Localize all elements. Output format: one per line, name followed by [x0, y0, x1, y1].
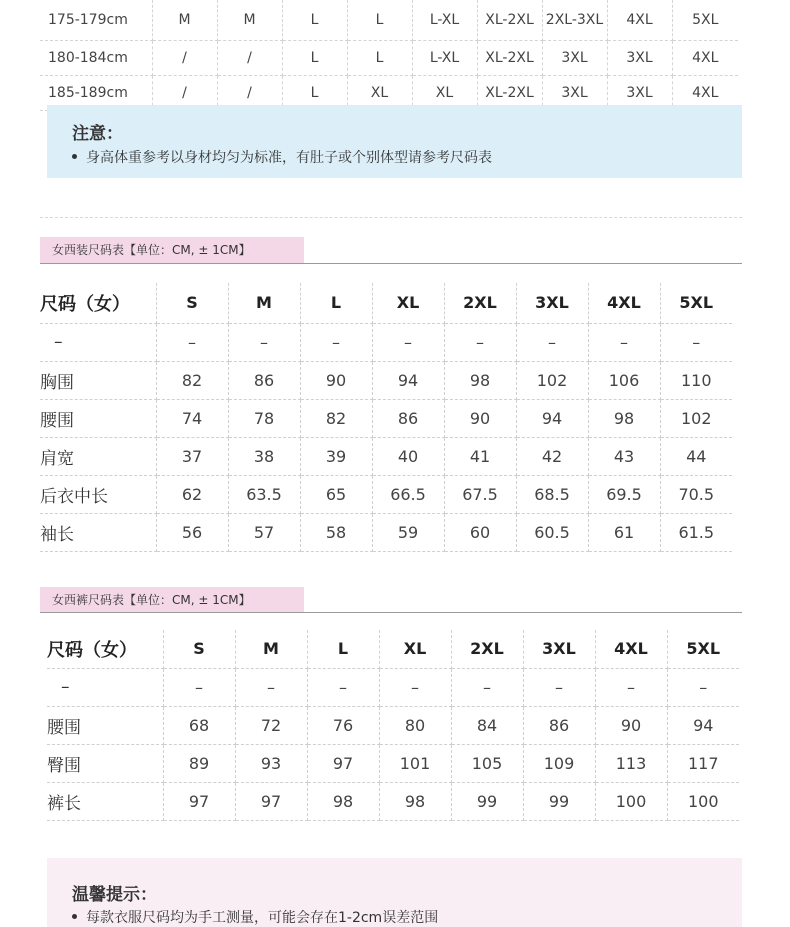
height-range: 185-189cm — [40, 76, 152, 111]
height-range: 175-179cm — [40, 0, 152, 41]
table-row — [40, 399, 732, 437]
row-label: 腰围 — [40, 399, 156, 437]
table-row — [47, 782, 739, 820]
table-row — [40, 513, 732, 551]
value-cell: 69.5 — [588, 475, 660, 513]
size-cell: L-XL — [412, 0, 477, 41]
value-cell: 117 — [667, 744, 739, 782]
value-cell: – — [516, 323, 588, 361]
value-cell: 67.5 — [444, 475, 516, 513]
size-header: 5XL — [667, 630, 739, 668]
value-cell: 38 — [228, 437, 300, 475]
table-row — [40, 0, 738, 41]
size-cell: 4XL — [672, 41, 738, 76]
size-header: 3XL — [516, 283, 588, 323]
table-row — [40, 361, 732, 399]
value-cell: 82 — [156, 361, 228, 399]
tip-text: 每款衣服尺码均为手工测量，可能会存在1-2cm误差范围 — [86, 910, 439, 926]
row-label: 袖长 — [40, 513, 156, 551]
size-cell: 4XL — [672, 76, 738, 111]
tip-title: 温馨提示： — [72, 885, 157, 905]
value-cell: 63.5 — [228, 475, 300, 513]
size-header: 4XL — [595, 630, 667, 668]
notice-box — [47, 105, 742, 178]
size-header: M — [228, 283, 300, 323]
value-cell: 61.5 — [660, 513, 732, 551]
value-cell: 60.5 — [516, 513, 588, 551]
value-cell: 99 — [523, 782, 595, 820]
value-cell: 99 — [451, 782, 523, 820]
value-cell: 89 — [163, 744, 235, 782]
value-cell: 94 — [516, 399, 588, 437]
table-row — [40, 437, 732, 475]
value-cell: 60 — [444, 513, 516, 551]
value-cell: 39 — [300, 437, 372, 475]
size-cell: 3XL — [542, 41, 607, 76]
value-cell: 44 — [660, 437, 732, 475]
value-cell: 98 — [379, 782, 451, 820]
size-cell: 5XL — [672, 0, 738, 41]
value-cell: 94 — [667, 706, 739, 744]
size-cell: L-XL — [412, 41, 477, 76]
value-cell: – — [523, 668, 595, 706]
value-cell: – — [660, 323, 732, 361]
table-row — [47, 744, 739, 782]
suit-section-label: 女西装尺码表【单位：CM, ± 1CM】 — [40, 237, 304, 263]
value-cell: 82 — [300, 399, 372, 437]
value-cell: – — [228, 323, 300, 361]
value-cell: 86 — [228, 361, 300, 399]
section-divider — [40, 612, 742, 613]
value-cell: 97 — [235, 782, 307, 820]
value-cell: – — [379, 668, 451, 706]
size-header: XL — [372, 283, 444, 323]
value-cell: 86 — [372, 399, 444, 437]
row-label: – — [40, 323, 156, 361]
value-cell: 78 — [228, 399, 300, 437]
size-cell: 3XL — [542, 76, 607, 111]
size-cell: / — [152, 76, 217, 111]
size-header: S — [163, 630, 235, 668]
size-header: S — [156, 283, 228, 323]
value-cell: 76 — [307, 706, 379, 744]
size-cell: 3XL — [607, 41, 672, 76]
size-cell: XL — [412, 76, 477, 111]
size-cell: L — [282, 0, 347, 41]
size-cell: XL-2XL — [477, 0, 542, 41]
value-cell: – — [667, 668, 739, 706]
value-cell: – — [300, 323, 372, 361]
row-label: – — [47, 668, 163, 706]
table-row — [40, 475, 732, 513]
size-header: 3XL — [523, 630, 595, 668]
table-header-row — [40, 283, 732, 323]
value-cell: 100 — [667, 782, 739, 820]
value-cell: 109 — [523, 744, 595, 782]
value-cell: 74 — [156, 399, 228, 437]
value-cell: 58 — [300, 513, 372, 551]
value-cell: 101 — [379, 744, 451, 782]
tip-box — [47, 858, 742, 927]
value-cell: 93 — [235, 744, 307, 782]
value-cell: 90 — [300, 361, 372, 399]
size-header: L — [307, 630, 379, 668]
value-cell: – — [307, 668, 379, 706]
value-cell: 68 — [163, 706, 235, 744]
size-cell: L — [347, 0, 412, 41]
size-cell: / — [217, 76, 282, 111]
notice-title: 注意： — [72, 124, 123, 144]
size-cell: / — [152, 41, 217, 76]
value-cell: 90 — [595, 706, 667, 744]
size-cell: XL-2XL — [477, 76, 542, 111]
value-cell: 106 — [588, 361, 660, 399]
row-label: 腰围 — [47, 706, 163, 744]
value-cell: 37 — [156, 437, 228, 475]
size-cell: L — [282, 76, 347, 111]
size-header: M — [235, 630, 307, 668]
tip-line — [72, 907, 438, 927]
value-cell: – — [588, 323, 660, 361]
value-cell: 59 — [372, 513, 444, 551]
value-cell: – — [451, 668, 523, 706]
size-header: 2XL — [451, 630, 523, 668]
suit-size-table — [40, 283, 732, 552]
table-row — [47, 668, 739, 706]
value-cell: 40 — [372, 437, 444, 475]
size-cell: L — [347, 41, 412, 76]
value-cell: 43 — [588, 437, 660, 475]
value-cell: 98 — [307, 782, 379, 820]
table-row — [47, 706, 739, 744]
value-cell: 84 — [451, 706, 523, 744]
bullet-icon — [72, 154, 77, 159]
value-cell: 102 — [660, 399, 732, 437]
value-cell: 98 — [588, 399, 660, 437]
value-cell: – — [444, 323, 516, 361]
row-label: 后衣中长 — [40, 475, 156, 513]
value-cell: 72 — [235, 706, 307, 744]
size-cell: XL — [347, 76, 412, 111]
size-cell: 2XL-3XL — [542, 0, 607, 41]
size-cell: M — [152, 0, 217, 41]
size-header: 2XL — [444, 283, 516, 323]
value-cell: – — [235, 668, 307, 706]
row-label: 裤长 — [47, 782, 163, 820]
value-cell: 97 — [163, 782, 235, 820]
value-cell: 90 — [444, 399, 516, 437]
notice-text: 身高体重参考以身材均匀为标准，有肚子或个别体型请参考尺码表 — [86, 150, 492, 166]
divider — [40, 217, 742, 218]
value-cell: 86 — [523, 706, 595, 744]
value-cell: 62 — [156, 475, 228, 513]
value-cell: – — [595, 668, 667, 706]
header-label: 尺码（女） — [40, 283, 156, 323]
value-cell: – — [156, 323, 228, 361]
size-cell: L — [282, 41, 347, 76]
table-row — [40, 323, 732, 361]
row-label: 臀围 — [47, 744, 163, 782]
value-cell: 94 — [372, 361, 444, 399]
table-header-row — [47, 630, 739, 668]
size-cell: M — [217, 0, 282, 41]
height-range: 180-184cm — [40, 41, 152, 76]
size-cell: / — [217, 41, 282, 76]
pants-size-table — [47, 630, 739, 821]
value-cell: 105 — [451, 744, 523, 782]
value-cell: 100 — [595, 782, 667, 820]
size-cell: 4XL — [607, 0, 672, 41]
header-label: 尺码（女） — [47, 630, 163, 668]
value-cell: 42 — [516, 437, 588, 475]
value-cell: 97 — [307, 744, 379, 782]
row-label: 胸围 — [40, 361, 156, 399]
table-row — [40, 41, 738, 76]
bullet-icon — [72, 914, 77, 919]
value-cell: 61 — [588, 513, 660, 551]
size-header: L — [300, 283, 372, 323]
value-cell: 98 — [444, 361, 516, 399]
size-cell: 3XL — [607, 76, 672, 111]
value-cell: 41 — [444, 437, 516, 475]
value-cell: 65 — [300, 475, 372, 513]
size-header: XL — [379, 630, 451, 668]
value-cell: 70.5 — [660, 475, 732, 513]
height-size-table — [40, 0, 738, 111]
section-divider — [40, 263, 742, 264]
value-cell: – — [163, 668, 235, 706]
size-cell: XL-2XL — [477, 41, 542, 76]
value-cell: 57 — [228, 513, 300, 551]
value-cell: 102 — [516, 361, 588, 399]
value-cell: – — [372, 323, 444, 361]
size-header: 4XL — [588, 283, 660, 323]
value-cell: 113 — [595, 744, 667, 782]
value-cell: 68.5 — [516, 475, 588, 513]
value-cell: 56 — [156, 513, 228, 551]
value-cell: 110 — [660, 361, 732, 399]
size-header: 5XL — [660, 283, 732, 323]
value-cell: 66.5 — [372, 475, 444, 513]
value-cell: 80 — [379, 706, 451, 744]
row-label: 肩宽 — [40, 437, 156, 475]
notice-line — [72, 147, 492, 167]
pants-section-label: 女西裤尺码表【单位：CM, ± 1CM】 — [40, 587, 304, 613]
